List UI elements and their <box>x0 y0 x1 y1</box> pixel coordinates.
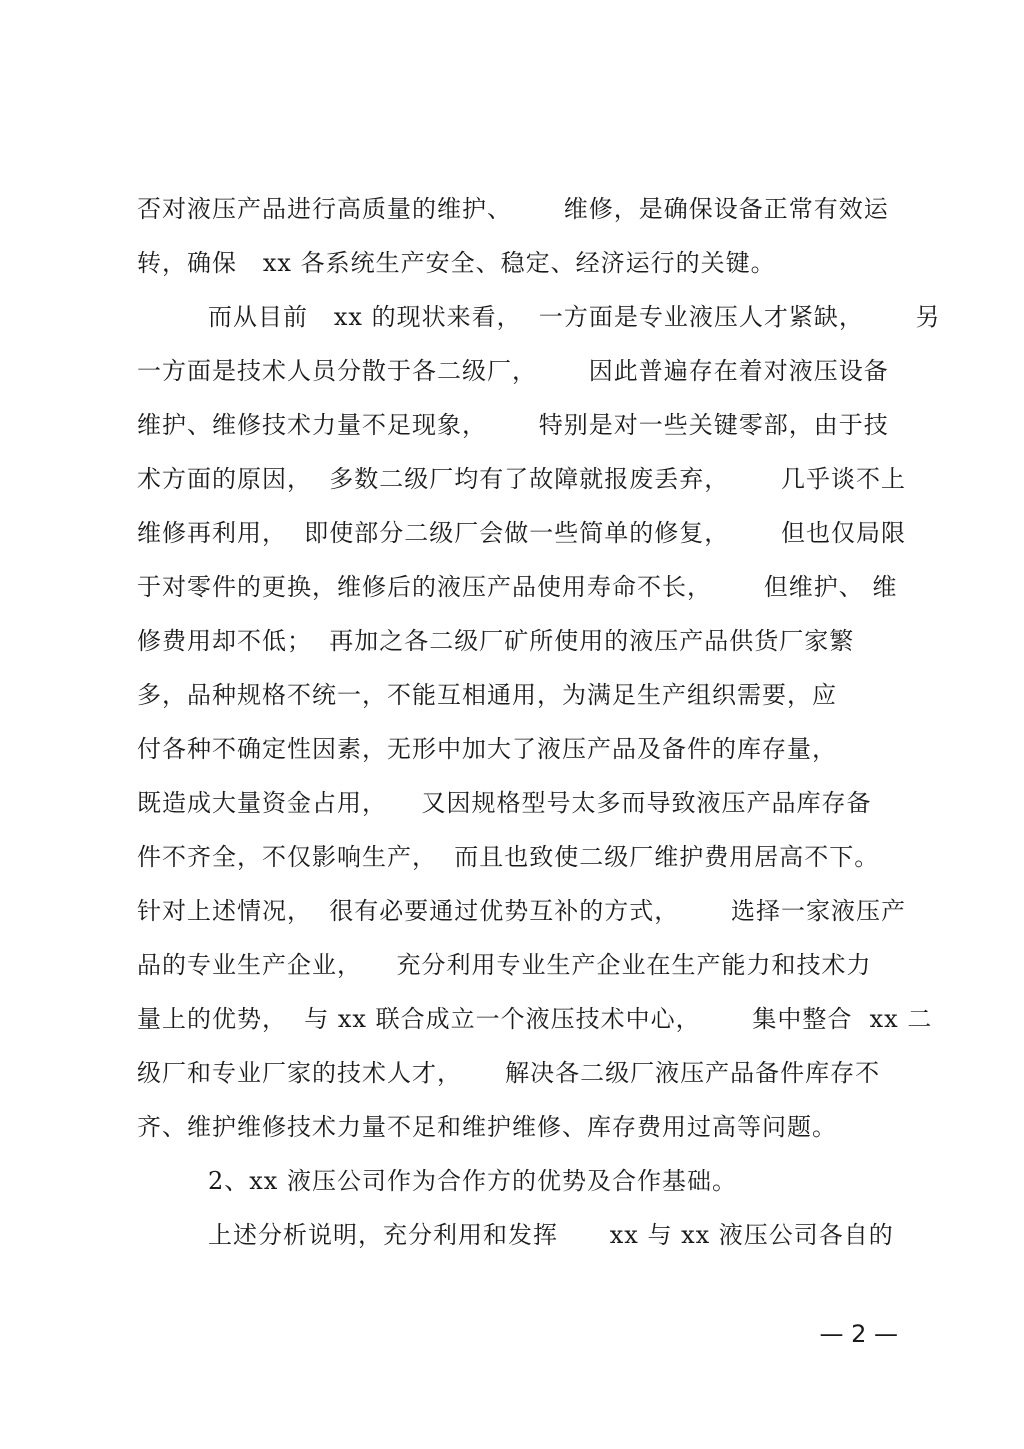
text-line: 针对上述情况， 很有必要通过优势互补的方式， 选择一家液压产 <box>137 897 907 925</box>
text-line: 齐、维护维修技术力量不足和维护维修、库存费用过高等问题。 <box>137 1113 837 1141</box>
text-line: 品的专业生产企业， 充分利用专业生产企业在生产能力和技术力 <box>137 951 872 979</box>
text-line: 修费用却不低； 再加之各二级厂矿所使用的液压产品供货厂家繁 <box>137 627 855 655</box>
text-line: 转，确保 xx 各系统生产安全、稳定、经济运行的关键。 <box>137 249 776 277</box>
text-line: 既造成大量资金占用， 又因规格型号太多而导致液压产品库存备 <box>137 789 872 817</box>
text-line: 量上的优势， 与 xx 联合成立一个液压技术中心， 集中整合 xx 二 <box>137 1005 933 1033</box>
text-line: 维修再利用， 即使部分二级厂会做一些简单的修复， 但也仅局限 <box>137 519 907 547</box>
text-line: 件不齐全，不仅影响生产， 而且也致使二级厂维护费用居高不下。 <box>137 843 880 871</box>
text-line: 一方面是技术人员分散于各二级厂， 因此普遍存在着对液压设备 <box>137 357 889 385</box>
text-line: 付各种不确定性因素，无形中加大了液压产品及备件的库存量， <box>137 735 837 763</box>
text-line: 于对零件的更换，维修后的液压产品使用寿命不长， 但维护、 维 <box>137 573 898 601</box>
section-heading: 2、xx 液压公司作为合作方的优势及合作基础。 <box>208 1167 737 1195</box>
text-line: 级厂和专业厂家的技术人才， 解决各二级厂液压产品备件库存不 <box>137 1059 881 1087</box>
page-number: — 2 — <box>819 1320 898 1348</box>
text-line: 多，品种规格不统一，不能互相通用，为满足生产组织需要，应 <box>137 681 837 709</box>
text-line: 否对液压产品进行高质量的维护、 维修，是确保设备正常有效运 <box>137 195 889 223</box>
text-line: 而从目前 xx 的现状来看， 一方面是专业液压人才紧缺， 另 <box>208 303 941 331</box>
text-line: 维护、维修技术力量不足现象， 特别是对一些关键零部，由于技 <box>137 411 889 439</box>
text-line: 术方面的原因， 多数二级厂均有了故障就报废丢弃， 几乎谈不上 <box>137 465 907 493</box>
text-line: 上述分析说明，充分利用和发挥 xx 与 xx 液压公司各自的 <box>208 1221 894 1249</box>
